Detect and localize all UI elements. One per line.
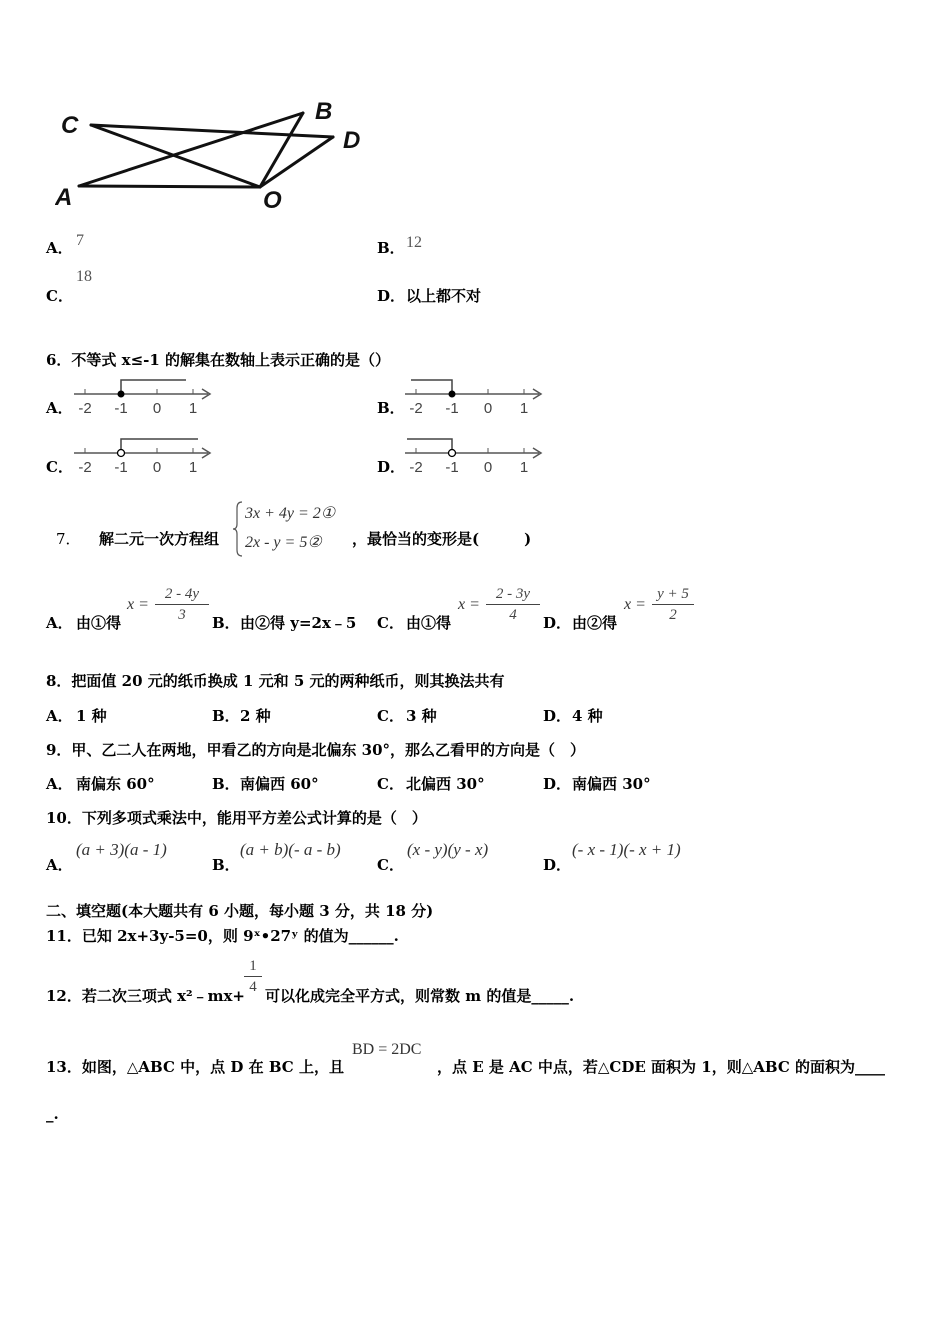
option-text: 由②得 bbox=[572, 614, 618, 632]
svg-text:1: 1 bbox=[188, 459, 198, 476]
option-letter: B． bbox=[212, 775, 240, 793]
option-letter: C． bbox=[377, 856, 404, 874]
option-letter: D． bbox=[543, 707, 572, 725]
option-value: 7 bbox=[76, 232, 84, 249]
equation-1: 3x + 4y = 2① bbox=[245, 505, 336, 522]
option-letter: C． bbox=[46, 287, 73, 305]
answer-blank: _. bbox=[46, 1105, 59, 1123]
svg-text:0: 0 bbox=[152, 459, 162, 476]
svg-text:1: 1 bbox=[519, 459, 529, 476]
fraction-one-quarter: $\frac{1}{4}$ bbox=[244, 958, 262, 996]
option-letter: B． bbox=[377, 239, 405, 257]
brace-icon bbox=[232, 500, 244, 558]
equation-2: 2x - y = 5② bbox=[245, 534, 322, 551]
label-o: O bbox=[263, 187, 282, 214]
option-letter: B． bbox=[212, 614, 240, 632]
number-line-a bbox=[70, 372, 220, 422]
option-letter: C． bbox=[46, 458, 73, 476]
svg-text:0: 0 bbox=[483, 459, 493, 476]
segment-od bbox=[260, 137, 333, 187]
option-value: 18 bbox=[76, 268, 92, 285]
option-letter: B． bbox=[212, 707, 240, 725]
open-dot bbox=[118, 450, 125, 457]
question-stem: 9．甲、乙二人在两地，甲看乙的方向是北偏东 30°，那么乙看甲的方向是（ ） bbox=[46, 741, 586, 759]
question-stem: 13．如图，△ABC 中，点 D 在 BC 上，且 bbox=[46, 1058, 344, 1076]
option-text: 南偏东 60° bbox=[76, 775, 155, 793]
svg-text:-1: -1 bbox=[114, 400, 128, 417]
option-letter: A． bbox=[46, 239, 73, 257]
option-letter: C． bbox=[377, 775, 404, 793]
option-text: 1 种 bbox=[76, 707, 107, 725]
option-letter: D． bbox=[377, 287, 406, 305]
option-letter: A． bbox=[46, 775, 73, 793]
option-fraction: $\frac{2 - 3y}{4}$ bbox=[486, 586, 540, 624]
question-stem: 12．若二次三项式 x²﹣mx+ bbox=[46, 987, 245, 1005]
option-letter: D． bbox=[543, 856, 572, 874]
option-value: 12 bbox=[406, 234, 422, 251]
option-fraction: $\frac{y + 5}{2}$ bbox=[652, 586, 694, 624]
option-letter: C． bbox=[377, 707, 404, 725]
option-expression: (a + b)(- a - b) bbox=[240, 840, 341, 859]
svg-text:-2: -2 bbox=[409, 459, 423, 476]
question-stem: 11．已知 2x+3y-5=0，则 9ˣ•27ʸ 的值为______. bbox=[46, 927, 399, 945]
option-text: 南偏西 30° bbox=[572, 775, 651, 793]
question-stem-end: 可以化成完全平方式，则常数 m 的值是_____. bbox=[265, 987, 575, 1005]
segment-ao bbox=[79, 186, 260, 187]
svg-text:-1: -1 bbox=[445, 459, 459, 476]
option-letter: D． bbox=[543, 614, 572, 632]
svg-text:1: 1 bbox=[519, 400, 529, 417]
question-stem-end: ，最恰当的变形是( ) bbox=[352, 530, 532, 548]
option-lhs: x = bbox=[624, 596, 646, 613]
section-heading: 二、填空题(本大题共有 6 小题，每小题 3 分，共 18 分) bbox=[46, 902, 434, 920]
question-stem: 8．把面值 20 元的纸币换成 1 元和 5 元的两种纸币，则其换法共有 bbox=[46, 672, 505, 690]
option-text: 由①得 bbox=[406, 614, 452, 632]
question-stem: 解二元一次方程组 bbox=[99, 530, 220, 548]
svg-text:0: 0 bbox=[152, 400, 162, 417]
filled-dot bbox=[118, 391, 125, 398]
option-expression: (x - y)(y - x) bbox=[407, 840, 489, 859]
option-lhs: x = bbox=[458, 596, 480, 613]
svg-text:-2: -2 bbox=[78, 459, 92, 476]
option-letter: C． bbox=[377, 614, 404, 632]
option-letter: A． bbox=[46, 856, 73, 874]
number-line-c bbox=[70, 431, 220, 481]
filled-dot bbox=[449, 391, 456, 398]
option-text: 3 种 bbox=[406, 707, 437, 725]
option-letter: A． bbox=[46, 614, 73, 632]
option-text: 南偏西 60° bbox=[240, 775, 319, 793]
option-fraction: $\frac{2 - 4y}{3}$ bbox=[155, 586, 209, 624]
formula-bd-2dc: BD = 2DC bbox=[352, 1041, 422, 1058]
option-text: 4 种 bbox=[572, 707, 603, 725]
option-letter: D． bbox=[377, 458, 406, 476]
option-letter: A． bbox=[46, 399, 73, 417]
segment-ab bbox=[79, 113, 303, 186]
option-letter: B． bbox=[212, 856, 240, 874]
svg-text:1: 1 bbox=[188, 400, 198, 417]
option-letter: B． bbox=[377, 399, 405, 417]
option-expression: (a + 3)(a - 1) bbox=[76, 840, 167, 859]
number-line-d bbox=[401, 431, 551, 481]
option-lhs: x = bbox=[127, 596, 149, 613]
option-letter: D． bbox=[543, 775, 572, 793]
svg-text:-1: -1 bbox=[114, 459, 128, 476]
option-text: 北偏西 30° bbox=[406, 775, 485, 793]
svg-text:-1: -1 bbox=[445, 400, 459, 417]
label-c: C bbox=[61, 112, 79, 139]
svg-text:-2: -2 bbox=[78, 400, 92, 417]
option-text: 以上都不对 bbox=[406, 287, 482, 305]
geometry-figure bbox=[55, 95, 375, 215]
option-text: 由①得 bbox=[76, 614, 122, 632]
option-text: 由②得 y=2x﹣5 bbox=[240, 614, 357, 632]
label-a: A bbox=[55, 184, 73, 211]
question-stem: 10．下列多项式乘法中，能用平方差公式计算的是（ ） bbox=[46, 809, 427, 827]
question-number: 7． bbox=[56, 530, 81, 548]
question-stem-end: ，点 E 是 AC 中点，若△CDE 面积为 1，则△ABC 的面积为____ bbox=[437, 1058, 885, 1076]
option-letter: A． bbox=[46, 707, 73, 725]
number-line-b bbox=[401, 372, 551, 422]
svg-text:0: 0 bbox=[483, 400, 493, 417]
label-b: B bbox=[315, 98, 333, 125]
open-dot bbox=[449, 450, 456, 457]
question-stem: 6．不等式 x≤-1 的解集在数轴上表示正确的是（） bbox=[46, 351, 391, 369]
option-text: 2 种 bbox=[240, 707, 271, 725]
option-expression: (- x - 1)(- x + 1) bbox=[572, 840, 681, 859]
svg-text:-2: -2 bbox=[409, 400, 423, 417]
label-d: D bbox=[343, 127, 361, 154]
